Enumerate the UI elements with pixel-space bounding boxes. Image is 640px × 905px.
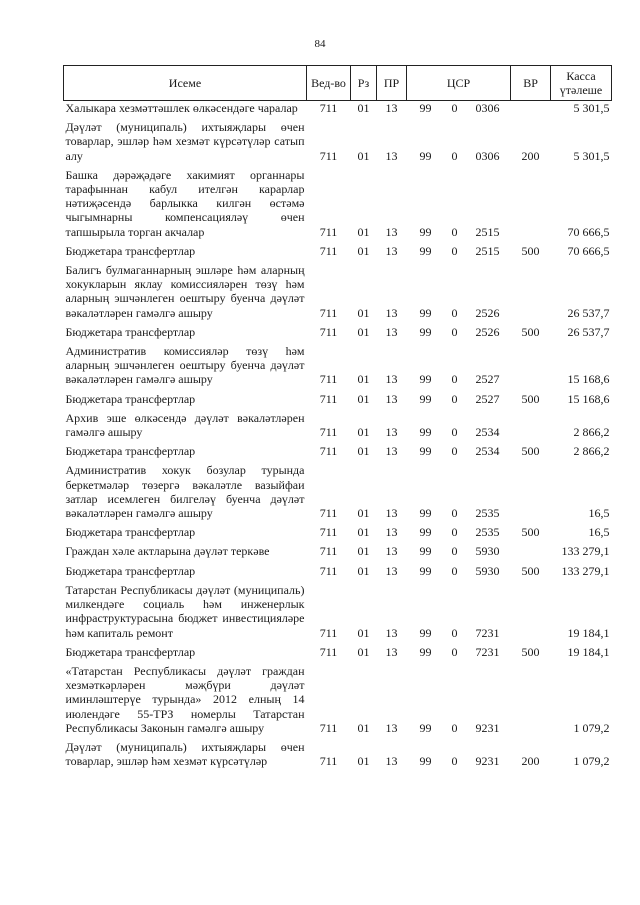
row-csr-program: 99 [419,243,432,258]
table-row [64,260,612,322]
table-row [64,580,612,642]
row-vr [511,260,551,322]
row-csr-program: 99 [419,148,432,163]
budget-table [63,65,612,770]
row-vr [511,165,551,241]
row-name: Бюджетара трансфертлар [65,324,196,339]
row-amount: 1 079,2 [573,754,610,769]
row-csr-code: 2535 [475,525,500,540]
row-ved: 711 [319,224,338,239]
row-name: Бюджетара трансфертлар [65,563,196,578]
row-amount: 26 537,7 [567,305,610,320]
row-csr-code: 0306 [475,148,500,163]
row-rz: 01 [357,324,370,339]
table-row [64,441,612,460]
row-vr [511,541,551,560]
row-csr-program: 99 [419,563,432,578]
row-vr [511,580,551,642]
row-name: Дәүләт (муниципаль) ихтыяҗлары өчен товарлар, эшләр һәм хезмәт күрсәтүләр [65,739,305,769]
row-pr: 13 [385,243,398,258]
row-ved: 711 [319,525,338,540]
row-rz: 01 [357,101,370,115]
row-amount: 2 866,2 [573,444,610,459]
row-name: Бюджетара трансфертлар [65,444,196,459]
row-name: Дәүләт (муниципаль) ихтыяҗлары өчен товарлар, эшләр һәм хезмәт күрсәтүләр сатып алу [65,120,305,163]
header-amount: Касса үтәлеше [551,66,612,101]
table-row [64,341,612,389]
row-ved: 711 [319,563,338,578]
row-name: Административ комиссияләр төзү һәм аларның эшчәнлеген оештыру буенча дәүләт вәкаләтләрен гамәлгә ашыру [65,344,305,387]
row-ved: 711 [319,720,338,735]
row-name: Административ хокук бозулар турында беркетмәләр төзергә вәкаләтле вазыйфаи затлар исемлеген билгеләү буенча дәүләт вәкаләтләрен гамәлгә ашыру [65,463,305,521]
row-csr-code: 2535 [475,506,500,521]
row-name: Граждан хәле актларына дәүләт теркәве [65,544,270,559]
row-vr [511,460,551,522]
row-csr-subprogram: 0 [451,625,458,640]
row-ved: 711 [319,425,338,440]
row-csr-code: 2526 [475,305,500,320]
table-row [64,561,612,580]
row-vr: 500 [521,525,540,540]
row-rz: 01 [357,425,370,440]
table-row [64,101,612,118]
row-csr-subprogram: 0 [451,525,458,540]
row-csr-subprogram: 0 [451,506,458,521]
table-row [64,541,612,560]
row-ved: 711 [319,444,338,459]
row-vr: 500 [521,391,540,406]
table-row [64,642,612,661]
row-csr-subprogram: 0 [451,224,458,239]
row-csr-subprogram: 0 [451,372,458,387]
row-pr: 13 [385,544,398,559]
row-vr: 200 [521,148,540,163]
row-vr: 500 [521,324,540,339]
table-body [64,101,612,771]
row-csr-subprogram: 0 [451,425,458,440]
table-row [64,460,612,522]
row-amount: 133 279,1 [561,544,610,559]
row-csr-program: 99 [419,324,432,339]
row-pr: 13 [385,101,398,115]
header-rz: Рз [351,66,377,101]
row-rz: 01 [357,525,370,540]
row-pr: 13 [385,754,398,769]
row-csr-program: 99 [419,506,432,521]
page-number: 84 [314,38,326,50]
row-rz: 01 [357,372,370,387]
row-csr-code: 9231 [475,754,500,769]
row-amount: 5 301,5 [573,148,610,163]
row-rz: 01 [357,544,370,559]
row-csr-program: 99 [419,644,432,659]
row-ved: 711 [319,324,338,339]
row-csr-code: 2527 [475,372,500,387]
row-name: Бюджетара трансфертлар [65,243,196,258]
row-csr-code: 5930 [475,544,500,559]
row-amount: 26 537,7 [567,324,610,339]
row-vr: 500 [521,563,540,578]
row-amount: 19 184,1 [567,625,610,640]
row-ved: 711 [319,544,338,559]
row-csr-code: 2527 [475,391,500,406]
row-vr: 500 [521,644,540,659]
table-row [64,737,612,770]
row-rz: 01 [357,305,370,320]
row-vr: 500 [521,243,540,258]
row-rz: 01 [357,243,370,258]
row-rz: 01 [357,148,370,163]
row-pr: 13 [385,644,398,659]
row-csr-subprogram: 0 [451,243,458,258]
row-amount: 70 666,5 [567,224,610,239]
row-csr-program: 99 [419,372,432,387]
row-pr: 13 [385,305,398,320]
row-ved: 711 [319,101,338,115]
row-vr [511,341,551,389]
header-csr: ЦСР [407,66,511,101]
row-csr-subprogram: 0 [451,544,458,559]
row-amount: 15 168,6 [567,391,610,406]
row-csr-program: 99 [419,754,432,769]
row-csr-program: 99 [419,224,432,239]
header-name: Исеме [64,66,307,101]
row-amount: 15 168,6 [567,372,610,387]
row-vr [511,661,551,737]
row-rz: 01 [357,391,370,406]
row-csr-program: 99 [419,720,432,735]
header-row [64,66,612,101]
row-csr-program: 99 [419,544,432,559]
row-rz: 01 [357,506,370,521]
row-ved: 711 [319,243,338,258]
row-name: Архив эше өлкәсендә дәүләт вәкаләтләрен гамәлгә ашыру [65,410,305,440]
row-name: «Татарстан Республикасы дәүләт граждан хезмәткәрләрен мәҗбүри дәүләт иминләштерүе турында» 2012 елның 14 июлендәге 55-ТРЗ номерлы Татарстан Республикасы Законын гамәлгә ашыру [65,663,305,735]
row-vr: 500 [521,444,540,459]
row-rz: 01 [357,754,370,769]
row-csr-subprogram: 0 [451,148,458,163]
row-amount: 2 866,2 [573,425,610,440]
row-pr: 13 [385,324,398,339]
table-row [64,165,612,241]
row-csr-code: 2526 [475,324,500,339]
row-pr: 13 [385,563,398,578]
row-csr-code: 7231 [475,625,500,640]
row-amount: 19 184,1 [567,644,610,659]
row-pr: 13 [385,625,398,640]
table-row [64,389,612,408]
row-pr: 13 [385,444,398,459]
row-csr-program: 99 [419,444,432,459]
row-rz: 01 [357,444,370,459]
row-vr: 200 [521,754,540,769]
row-csr-subprogram: 0 [451,391,458,406]
table-row [64,322,612,341]
row-ved: 711 [319,506,338,521]
row-name: Бюджетара трансфертлар [65,644,196,659]
row-csr-program: 99 [419,425,432,440]
row-csr-code: 2515 [475,243,500,258]
row-pr: 13 [385,224,398,239]
table-row [64,117,612,165]
row-csr-program: 99 [419,101,432,115]
table-row [64,241,612,260]
row-csr-code: 0306 [475,101,500,115]
row-amount: 133 279,1 [561,563,610,578]
row-pr: 13 [385,720,398,735]
row-rz: 01 [357,625,370,640]
row-csr-subprogram: 0 [451,101,458,115]
row-amount: 70 666,5 [567,243,610,258]
row-ved: 711 [319,644,338,659]
row-amount: 1 079,2 [573,720,610,735]
header-pr: ПР [377,66,407,101]
row-name: Бюджетара трансфертлар [65,391,196,406]
row-rz: 01 [357,644,370,659]
row-pr: 13 [385,506,398,521]
row-pr: 13 [385,148,398,163]
row-vr [511,408,551,441]
header-ved: Вед-во [307,66,351,101]
row-rz: 01 [357,563,370,578]
row-name: Башка дәрәҗәдәге хакимият органнары тарафыннан кабул ителгән карарлар нәтиҗәсендә барлыкка килгән өстәмә чыгымнарны компенсацияләү өчен тапшырыла торган акчалар [65,167,305,239]
row-amount: 5 301,5 [573,101,610,115]
row-ved: 711 [319,372,338,387]
table-row [64,522,612,541]
row-csr-code: 5930 [475,563,500,578]
table-row [64,661,612,737]
row-name: Бюджетара трансфертлар [65,525,196,540]
row-ved: 711 [319,754,338,769]
row-csr-code: 2515 [475,224,500,239]
row-csr-code: 7231 [475,644,500,659]
row-rz: 01 [357,224,370,239]
row-csr-code: 2534 [475,444,500,459]
row-csr-subprogram: 0 [451,563,458,578]
row-csr-subprogram: 0 [451,324,458,339]
row-name: Татарстан Республикасы дәүләт (муниципаль) милкендәге социаль һәм инженерлык инфраструктурасына бюджет инвестицияләре һәм капиталь ремонт [65,582,305,640]
row-pr: 13 [385,391,398,406]
row-csr-subprogram: 0 [451,720,458,735]
row-amount: 16,5 [588,525,610,540]
row-csr-program: 99 [419,525,432,540]
row-csr-subprogram: 0 [451,444,458,459]
row-csr-code: 2534 [475,425,500,440]
row-rz: 01 [357,720,370,735]
row-csr-subprogram: 0 [451,305,458,320]
row-name: Халыкара хезмәттәшлек өлкәсендәге чаралар [65,101,298,115]
row-ved: 711 [319,391,338,406]
row-amount: 16,5 [588,506,610,521]
row-pr: 13 [385,425,398,440]
row-name: Балигъ булмаганнарның эшләре һәм аларның хокукларын яклау комиссияләрен төзү һәм аларның эшчәнлеген оештыру буенча дәүләт вәкаләтләрен гамәлгә ашыру [65,263,305,320]
row-ved: 711 [319,305,338,320]
row-vr [511,101,551,118]
row-csr-program: 99 [419,305,432,320]
row-csr-subprogram: 0 [451,644,458,659]
row-csr-code: 9231 [475,720,500,735]
row-csr-subprogram: 0 [451,754,458,769]
header-vr: ВР [511,66,551,101]
row-pr: 13 [385,372,398,387]
row-csr-program: 99 [419,625,432,640]
row-ved: 711 [319,148,338,163]
table-row [64,408,612,441]
row-csr-program: 99 [419,391,432,406]
row-ved: 711 [319,625,338,640]
row-pr: 13 [385,525,398,540]
